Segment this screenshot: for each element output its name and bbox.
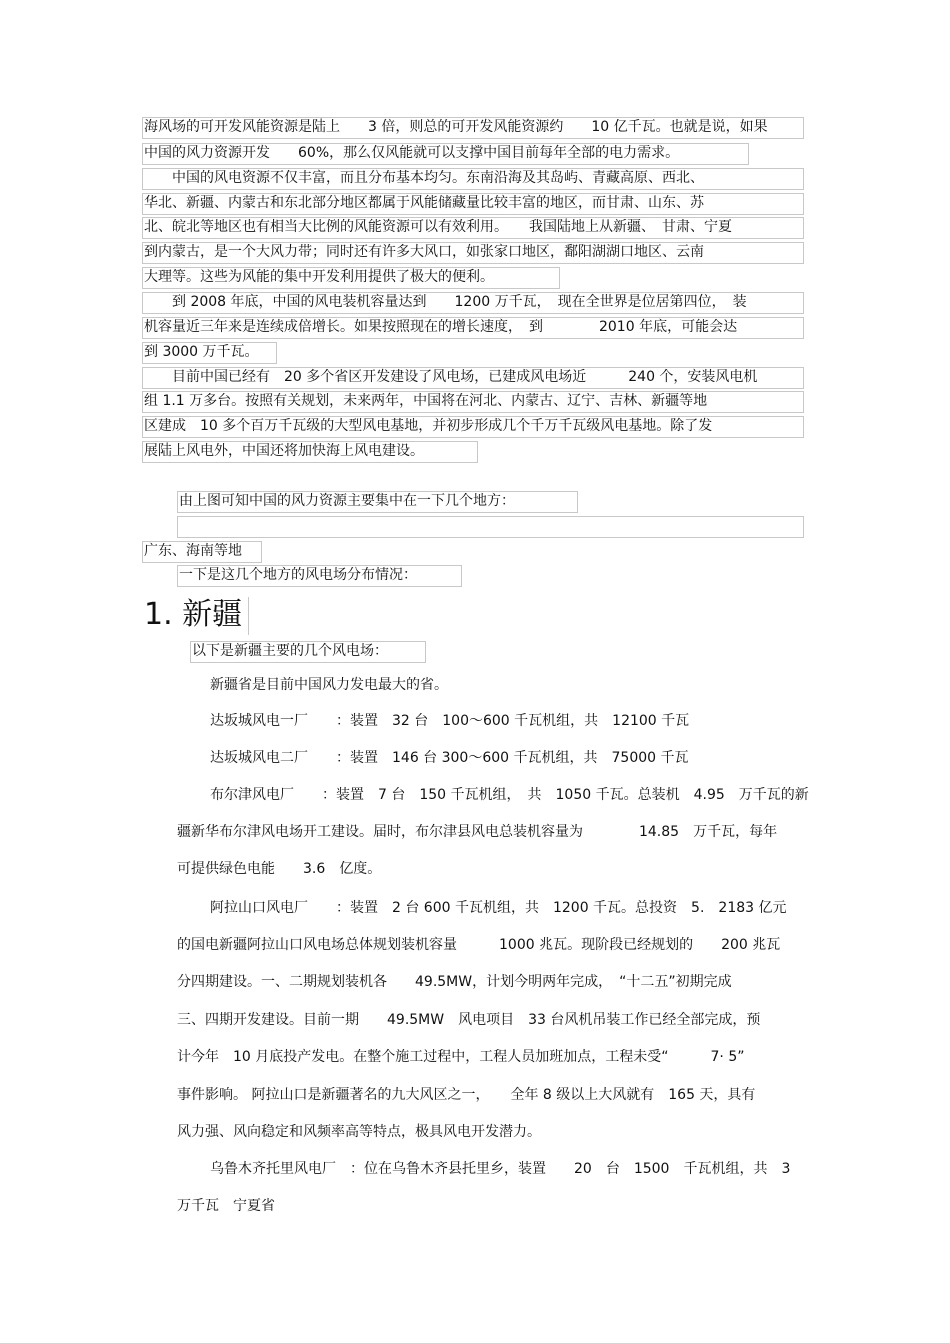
text-line-box [142,391,804,413]
paragraph-line: 新疆省是目前中国风力发电最大的省。 [210,677,448,693]
text-line-box [142,441,478,463]
text-line-box [142,541,262,563]
body-text-line: 华北、新疆、内蒙古和东北部分地区都属于风能储藏量比较丰富的地区，而甘肃、山东、苏 [144,195,704,211]
text-line-box [142,367,804,389]
body-text-line: 到内蒙古，是一个大风力带；同时还有许多大风口，如张家口地区，鄱阳湖湖口地区、云南 [144,244,704,260]
text-line-box [142,193,804,215]
paragraph-line: 事件影响。 阿拉山口是新疆著名的九大风区之一， 全年 8 级以上大风就有 165 天，具有 [177,1087,756,1103]
paragraph-line: 万千瓦 宁夏省 [177,1198,275,1214]
section-heading: 1. 新疆 [144,597,243,632]
wind-farm-entry: 达坂城风电二厂 ：装置 146 台 300～600 千瓦机组，共 75000 千瓦 [210,750,689,766]
body-text-line: 一下是这几个地方的风电场分布情况： [179,567,417,583]
paragraph-line: 疆新华布尔津风电场开工建设。届时，布尔津县风电总装机容量为 14.85 万千瓦，每年 [177,824,778,840]
text-line-box [177,565,462,587]
paragraph-line: 可提供绿色电能 3.6 亿度。 [177,861,382,877]
body-text-line: 由上图可知中国的风力资源主要集中在一下几个地方： [179,493,515,509]
text-line-box [190,641,426,663]
body-text-line: 到 2008 年底，中国的风电装机容量达到 1200 万千瓦， 现在全世界是位居第四位， 装 [144,294,747,310]
wind-farm-entry: 达坂城风电一厂 ：装置 32 台 100～600 千瓦机组，共 12100 千瓦 [210,713,690,729]
text-line-box [142,117,804,139]
body-text-line: 中国的风电资源不仅丰富，而且分布基本均匀。东南沿海及其岛屿、青藏高原、西北、 [144,170,704,186]
paragraph-line: 的国电新疆阿拉山口风电场总体规划装机容量 1000 兆瓦。现阶段已经规划的 200 兆瓦 [177,937,781,953]
paragraph-line: 分四期建设。一、二期规划装机各 49.5MW，计划今明两年完成， “十二五”初期完成 [177,974,732,990]
body-text-line: 目前中国已经有 20 多个省区开发建设了风电场，已建成风电场近 240 个，安装风电机 [144,369,758,385]
body-text-line: 区建成 10 多个百万千瓦级的大型风电基地，并初步形成几个千万千瓦级风电基地。除了发 [144,418,713,434]
text-line-box [142,416,804,438]
body-text-line: 机容量近三年来是连续成倍增长。如果按照现在的增长速度， 到 2010 年底，可能会达 [144,319,738,335]
wind-farm-entry: 阿拉山口风电厂 ：装置 2 台 600 千瓦机组，共 1200 千瓦。总投资 5. 2183 亿元 [210,900,787,916]
body-text-line: 展陆上风电外，中国还将加快海上风电建设。 [144,443,424,459]
body-text-line: 广东、海南等地 [144,543,242,559]
text-line-box [142,342,277,364]
text-line-box [142,292,804,314]
body-text-line: 北、皖北等地区也有相当大比例的风能资源可以有效利用。 我国陆地上从新疆、 甘肃、宁夏 [144,219,732,235]
text-line-box [142,168,804,190]
body-text-line: 组 1.1 万多台。按照有关规划，未来两年，中国将在河北、内蒙古、辽宁、吉林、新疆等地 [144,393,708,409]
wind-farm-entry: 布尔津风电厂 ：装置 7 台 150 千瓦机组， 共 1050 千瓦。总装机 4.95 万千瓦的新 [210,787,809,803]
body-text-line: 到 3000 万千瓦。 [144,344,259,360]
empty-line-box [177,516,804,538]
text-line-box [177,491,578,513]
text-line-box [142,317,804,339]
body-text-line: 中国的风力资源开发 60%，那么仅风能就可以支撑中国目前每年全部的电力需求。 [144,145,680,161]
text-line-box [142,267,560,289]
paragraph-line: 三、四期开发建设。目前一期 49.5MW 风电项目 33 台风机吊装工作已经全部完成，预 [177,1012,761,1028]
wind-farm-entry: 乌鲁木齐托里风电厂 ：位在乌鲁木齐县托里乡，装置 20 台 1500 千瓦机组，共 3 [210,1161,791,1177]
text-line-box [142,217,804,239]
body-text-line: 大理等。这些为风能的集中开发利用提供了极大的便利。 [144,269,494,285]
paragraph-line: 计今年 10 月底投产发电。在整个施工过程中，工程人员加班加点，工程未受“ 7· 5” [177,1049,745,1065]
paragraph-line: 风力强、风向稳定和风频率高等特点，极具风电开发潜力。 [177,1124,541,1140]
section-subtitle: 以下是新疆主要的几个风电场： [192,643,388,659]
text-line-box [142,242,804,264]
body-text-line: 海风场的可开发风能资源是陆上 3 倍，则总的可开发风能资源约 10 亿千瓦。也就是说，如果 [144,119,768,135]
text-line-box [142,143,749,165]
